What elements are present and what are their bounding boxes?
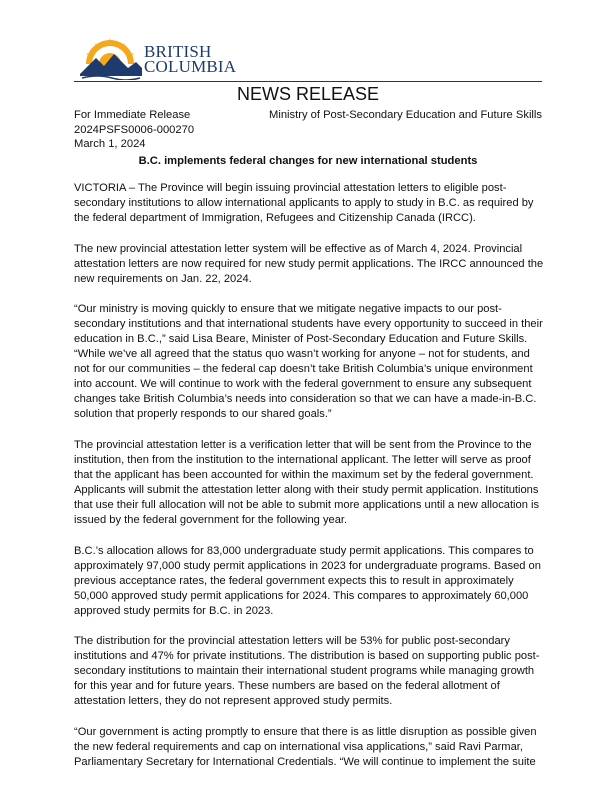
release-number: 2024PSFS0006-000270	[74, 123, 195, 136]
paragraph: B.C.’s allocation allows for 83,000 undergraduate study permit applications. This compares to approximately 97,000 study permit applications in 2023 for undergraduate programs. Based on previous acceptance rates, the federal government expects this to result in approximately 50,000 approved study permit applications for 2024. This compares to approximately 60,000 approved study permits for B.C. in 2023.	[74, 544, 541, 617]
logo-line-1: BRITISH	[144, 42, 212, 61]
header-divider	[74, 81, 542, 82]
release-date: March 1, 2024	[74, 138, 146, 151]
page-title: NEWS RELEASE	[236, 84, 380, 104]
paragraph: “Our government is acting promptly to ensure that there is as little disruption as possible given the new federal requirements and cap on international visa applications,” said Ravi Parmar, Parliamentary Secretary for International Credentials. “We will continue to implement the suite	[74, 726, 537, 769]
paragraph: The provincial attestation letter is a verification letter that will be sent from the Province to the institution, then from the institution to the international applicant. The letter will serve as proof that the applicant has been accounted for within the maximum set by the federal government. Applicants will submit the attestation letter along with their study permit application. Institutions that use their full allocation will not be able to submit more applications until a new allocation is issued by the federal government for the following year.	[74, 439, 540, 527]
logo-wordmark	[144, 44, 236, 74]
logo-line-2: COLUMBIA	[144, 57, 237, 76]
paragraph: “Our ministry is moving quickly to ensure that we mitigate negative impacts to our post-secondary institutions and that international students have every opportunity to succeed in their education in B.C.,” said Lisa Beare, Minister of Post-Secondary Education and Future Skills. “While we’ve all agreed that the status quo wasn’t working for anyone – not for students, and not for our communities – the federal cap doesn’t take British Columbia’s unique environment into account. We will continue to work with the federal government to ensure any subsequent changes take British Columbia’s needs into consideration so that we can have a made-in-B.C. solution that properly responds to our shared goals.”	[74, 303, 543, 421]
bc-government-logo	[78, 34, 238, 80]
article-body	[74, 181, 546, 786]
paragraph: The distribution for the provincial attestation letters will be 53% for public post-secondary institutions and 47% for private institutions. The distribution is based on supporting public post-secondary institutions to maintain their international student programs while managing growth for this year and for future years. These numbers are based on the federal allotment of attestation letters, they do not represent approved study permits.	[74, 635, 540, 708]
ministry-name: Ministry of Post-Secondary Education and Future Skills	[269, 109, 542, 121]
paragraph: VICTORIA – The Province will begin issuing provincial attestation letters to eligible post-secondary institutions to allow international applicants to apply to study in B.C. as required by the federal department of Immigration, Refugees and Citizenship Canada (IRCC).	[74, 182, 534, 224]
release-meta	[74, 108, 194, 152]
release-type: For Immediate Release	[74, 109, 191, 121]
paragraph: The new provincial attestation letter system will be effective as of March 4, 2024. Provincial attestation letters are now required for new study permit applications. The IRCC announced the new requirements on Jan. 22, 2024.	[74, 242, 544, 285]
headline: B.C. implements federal changes for new international students	[138, 155, 478, 167]
sun-mountain-logo-icon	[78, 34, 142, 80]
